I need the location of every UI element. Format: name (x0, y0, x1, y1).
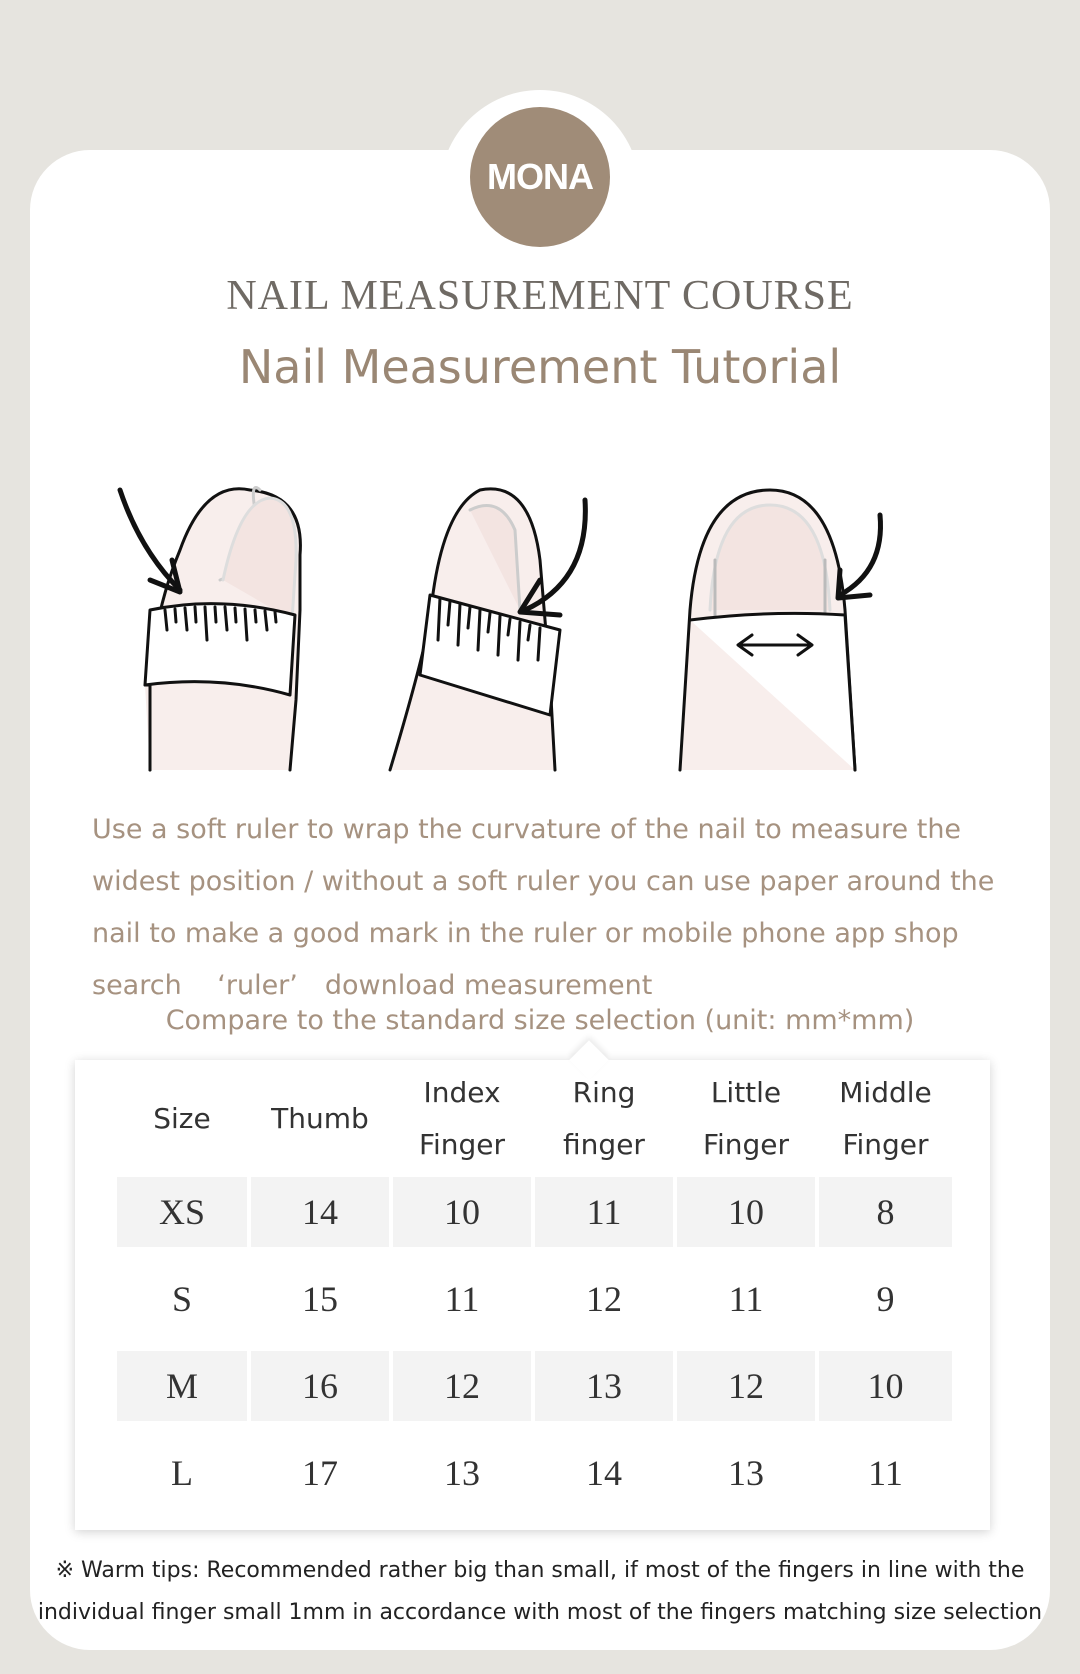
table-cell: 11 (868, 1453, 903, 1493)
table-cell: 11 (444, 1279, 480, 1319)
table-cell: 16 (251, 1351, 389, 1421)
header-little-finger: Little Finger (702, 1075, 790, 1161)
warm-tips (0, 1550, 1080, 1634)
table-cell: 12 (677, 1351, 815, 1421)
table-cell: 8 (819, 1177, 952, 1247)
instruction-line: Use a soft ruler to wrap the curvature of the nail to measure the (92, 814, 962, 845)
measurement-illustrations (110, 470, 970, 780)
table-cell: 17 (302, 1453, 338, 1493)
instruction-line: search ‘ruler’ download measurement (92, 970, 653, 1001)
table-cell: 10 (677, 1177, 815, 1247)
header-thumb: Thumb (271, 1101, 369, 1135)
size-table-grid (117, 1060, 952, 1525)
nail-width-arrow-illustration (680, 490, 881, 770)
page-subtitle: Nail Measurement Tutorial (238, 340, 842, 394)
table-cell: 9 (876, 1279, 895, 1319)
compare-size-caption: Compare to the standard size selection (unit: mm*mm) (165, 1005, 915, 1036)
finger-ruler-wrap-illustration (390, 489, 585, 770)
table-cell: 13 (535, 1351, 673, 1421)
table-cell: 11 (728, 1279, 764, 1319)
header-size: Size (153, 1101, 211, 1135)
size-cell: S (171, 1279, 193, 1319)
tips-line: ※ Warm tips: Recommended rather big than small, if most of the fingers in line with the (55, 1558, 1025, 1583)
header-ring-finger: Ring finger (563, 1075, 645, 1161)
table-cell: 10 (393, 1177, 531, 1247)
brand-logo-text: MONA (487, 156, 593, 197)
instruction-line: nail to make a good mark in the ruler or mobile phone app shop (92, 918, 959, 949)
measurement-instructions (92, 804, 1012, 1012)
size-cell: XS (117, 1177, 247, 1247)
brand-logo (470, 107, 610, 247)
thumb-ruler-wrap-illustration (120, 488, 300, 771)
page-title: NAIL MEASUREMENT COURSE (226, 273, 854, 319)
table-cell: 12 (586, 1279, 622, 1319)
table-cell: 13 (728, 1453, 764, 1493)
table-cell: 11 (535, 1177, 673, 1247)
table-cell: 14 (586, 1453, 622, 1493)
size-cell: M (117, 1351, 247, 1421)
instruction-line: widest position / without a soft ruler you can use paper around the (92, 866, 995, 897)
table-cell: 15 (302, 1279, 338, 1319)
table-cell: 13 (444, 1453, 480, 1493)
table-cell: 14 (251, 1177, 389, 1247)
table-cell: 10 (819, 1351, 952, 1421)
header-index-finger: Index Finger (418, 1075, 506, 1161)
tips-line: individual finger small 1mm in accordance with most of the fingers matching size selection (37, 1600, 1043, 1625)
size-cell: L (171, 1453, 193, 1493)
header-middle-finger: Middle Finger (839, 1075, 932, 1161)
table-cell: 12 (393, 1351, 531, 1421)
size-table (75, 1060, 990, 1530)
